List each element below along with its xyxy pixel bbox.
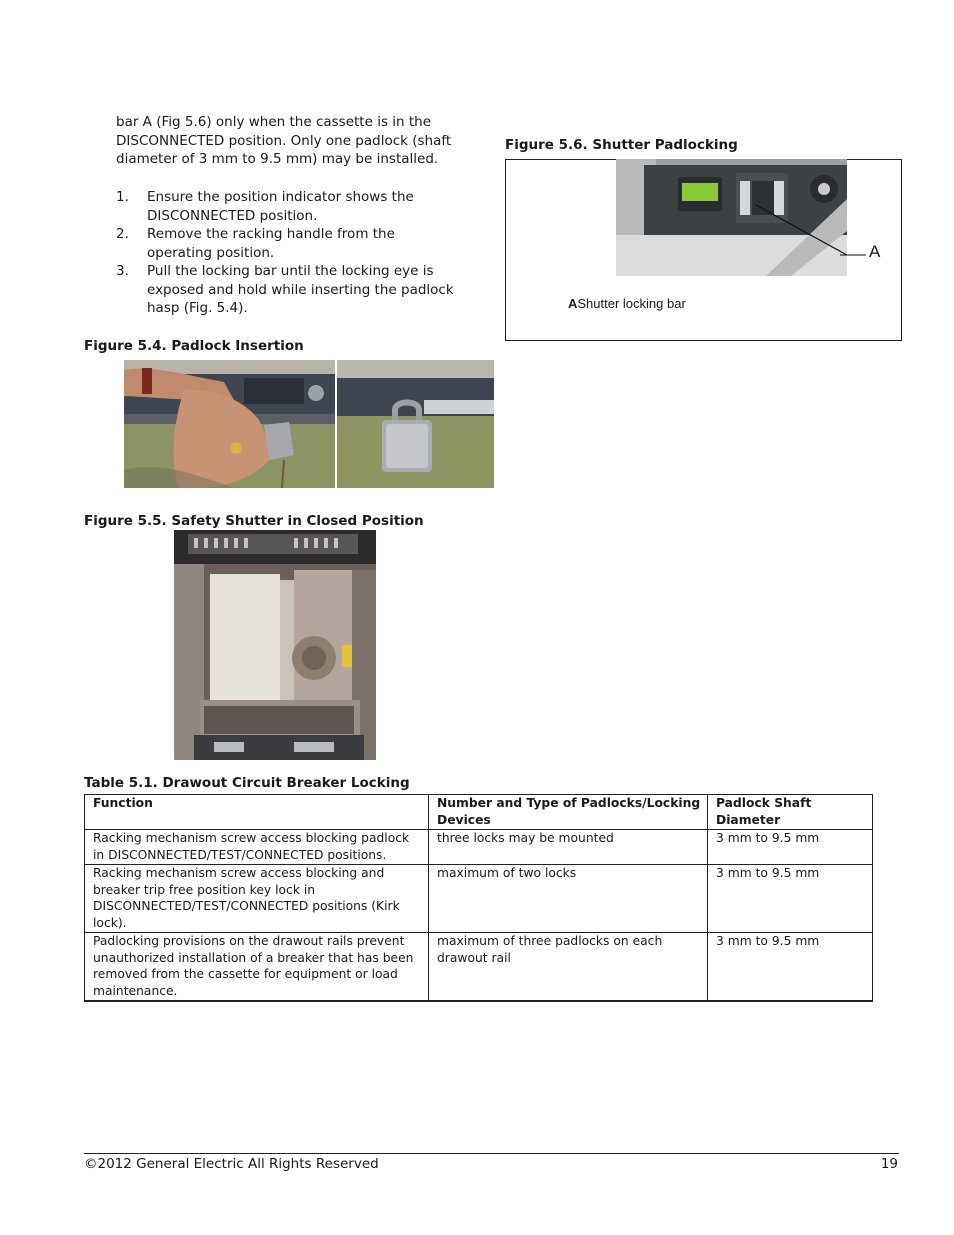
table-cell: maximum of three padlocks on each drawout rail: [429, 933, 708, 1002]
intro-paragraph: bar A (Fig 5.6) only when the cassette is in the DISCONNECTED position. Only one padlock (shaft diameter of 3 mm to 9.5 mm) may be installed.: [116, 114, 452, 167]
figure-5-5-caption: Figure 5.5. Safety Shutter in Closed Position: [84, 513, 424, 529]
figure-5-6-caption: Figure 5.6. Shutter Padlocking: [505, 137, 738, 153]
header-function: Function: [85, 795, 429, 830]
list-item: [116, 188, 461, 225]
figure-5-4-caption: Figure 5.4. Padlock Insertion: [84, 338, 304, 354]
step-text: Remove the racking handle from the operating position.: [147, 226, 395, 261]
table-cell: 3 mm to 9.5 mm: [708, 830, 873, 865]
drawout-locking-table: [84, 794, 873, 1002]
legend-letter: A: [568, 296, 578, 311]
step-text: Ensure the position indicator shows the DISCONNECTED position.: [147, 189, 414, 224]
step-text: Pull the locking bar until the locking eye is exposed and hold while inserting the padlock hasp (Fig. 5.4).: [147, 263, 454, 316]
figure-legend: [568, 296, 686, 311]
padlock-insertion-photo: [124, 360, 494, 488]
table-5-1-caption: Table 5.1. Drawout Circuit Breaker Locking: [84, 775, 410, 791]
header-shaft-diameter: Padlock Shaft Diameter: [708, 795, 873, 830]
table-cell: maximum of two locks: [429, 865, 708, 933]
footer-divider: [84, 1153, 899, 1154]
safety-shutter-photo: [174, 530, 376, 760]
table-cell: Racking mechanism screw access blocking and breaker trip free position key lock in DISCONNECTED/TEST/CONNECTED positions (Kirk lock).: [85, 865, 429, 933]
table-cell: three locks may be mounted: [429, 830, 708, 865]
table-cell: Padlocking provisions on the drawout rails prevent unauthorized installation of a breaker that has been removed from the cassette for equipment or load maintenance.: [85, 933, 429, 1002]
callout-label-a: A: [869, 242, 881, 261]
header-padlock-devices: Number and Type of Padlocks/Locking Devices: [429, 795, 708, 830]
footer-copyright: ©2012 General Electric All Rights Reserved: [84, 1156, 379, 1172]
table-header-row: [85, 795, 873, 830]
page-number: 19: [880, 1156, 898, 1172]
callout-leader-line: [840, 244, 870, 264]
shutter-padlocking-photo: [616, 159, 847, 276]
table-cell: Racking mechanism screw access blocking padlock in DISCONNECTED/TEST/CONNECTED positions.: [85, 830, 429, 865]
list-item: [116, 262, 461, 318]
list-item: [116, 225, 461, 262]
procedure-steps: [116, 188, 461, 318]
table-row: [85, 865, 873, 933]
table-cell: 3 mm to 9.5 mm: [708, 933, 873, 1002]
table-cell: 3 mm to 9.5 mm: [708, 865, 873, 933]
step-number: 3.: [116, 263, 129, 279]
step-number: 1.: [116, 189, 129, 205]
table-row: [85, 933, 873, 1002]
legend-text: Shutter locking bar: [577, 296, 686, 311]
step-number: 2.: [116, 226, 129, 242]
table-row: [85, 830, 873, 865]
